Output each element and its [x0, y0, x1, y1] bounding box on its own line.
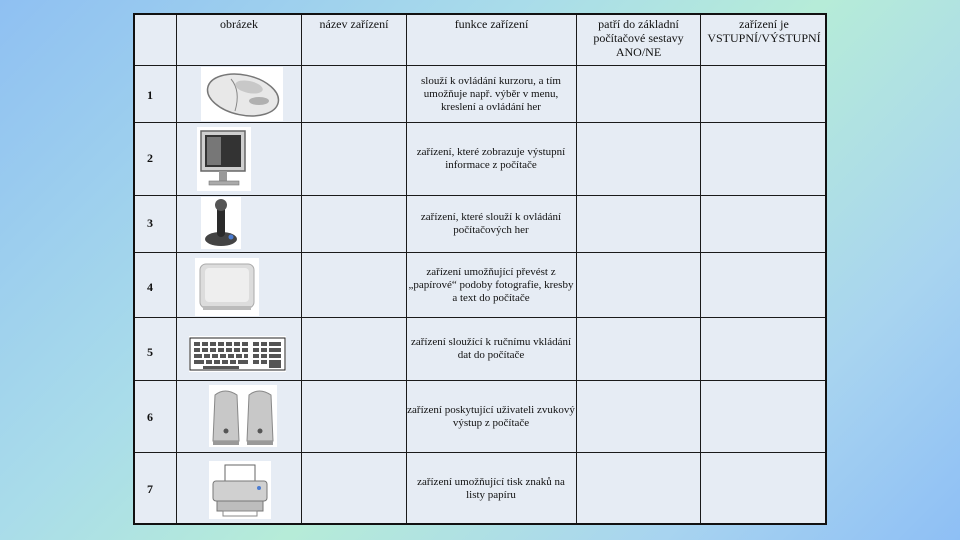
monitor-icon — [197, 127, 251, 191]
function-cell: zařízení umožňující převést z „papírové“ podoby fotografie, kresby a text do počítače — [408, 265, 574, 304]
header-device-name: název zařízení — [319, 17, 389, 31]
joystick-icon — [201, 197, 241, 249]
function-cell: zařízení sloužící k ručnímu vkládání dat do počítače — [410, 336, 572, 361]
printer-icon — [209, 461, 271, 519]
row-number: 6 — [147, 410, 153, 424]
function-cell: zařízení, které slouží k ovládání počítačových her — [420, 211, 562, 236]
row-number: 4 — [147, 280, 153, 294]
header-basic-set: patří do základní počítačové sestavy ANO/NE — [593, 17, 684, 59]
row-number: 2 — [147, 151, 153, 165]
speakers-icon — [209, 385, 277, 447]
mouse-icon — [201, 67, 283, 121]
header-device-function: funkce zařízení — [454, 17, 529, 31]
device-table — [133, 13, 827, 525]
keyboard-icon — [189, 336, 286, 372]
scanner-icon — [195, 258, 259, 316]
function-cell: zařízení poskytující uživateli zvukový výstup z počítače — [407, 403, 575, 429]
row-number: 3 — [147, 216, 153, 230]
header-image: obrázek — [220, 17, 258, 31]
function-cell: slouží k ovládání kurzoru, a tím umožňuje např. výběr v menu, kreslení a ovládání her — [421, 74, 561, 113]
row-number: 7 — [147, 482, 153, 496]
function-cell: zařízení, které zobrazuje výstupní informace z počítače — [416, 146, 566, 171]
header-input-output: zařízení je VSTUPNÍ/VÝSTUPNÍ — [707, 17, 821, 45]
row-number: 5 — [147, 345, 153, 359]
row-number: 1 — [147, 88, 153, 102]
function-cell: zařízení umožňující tisk znaků na listy papíru — [417, 476, 565, 501]
